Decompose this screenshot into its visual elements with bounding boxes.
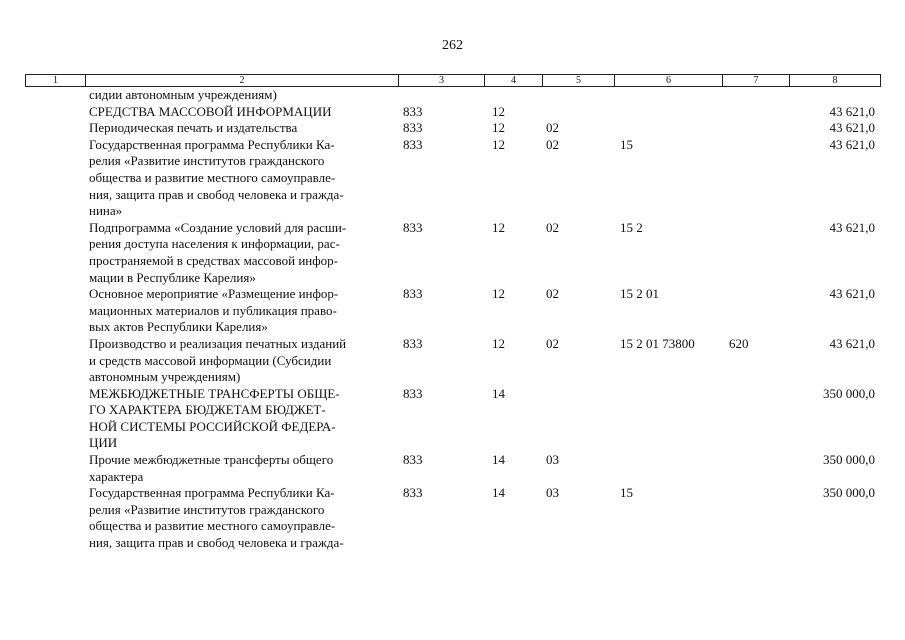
subsection-code: 02	[546, 335, 559, 351]
ministry-code: 833	[403, 120, 423, 136]
ministry-code: 833	[403, 485, 423, 501]
amount: 350 000,0	[823, 385, 875, 401]
row-name: Производство и реализация печатных изданий и средств массовой информации (Субсидии автономным учреждениям)	[89, 335, 347, 385]
row-name: Основное мероприятие «Размещение инфор- мационных материалов и публикация право- вых актов Республики Карелия»	[89, 286, 339, 335]
row-name: СРЕДСТВА МАССОВОЙ ИНФОРМАЦИИ	[89, 103, 332, 119]
ministry-code: 833	[403, 103, 423, 119]
ministry-code: 833	[403, 286, 423, 302]
section-code: 14	[492, 485, 505, 501]
amount: 43 621,0	[829, 219, 875, 235]
row-name: Подпрограмма «Создание условий для расши- рения доступа населения к информации, рас- пространяемой в средствах массовой инфор- мации в Республике Карелия»	[89, 219, 347, 285]
subsection-code: 02	[546, 219, 559, 235]
table-row	[0, 452, 905, 485]
column-number-1: 1	[26, 75, 86, 87]
amount: 43 621,0	[829, 335, 875, 351]
target-article-code: 15	[620, 136, 633, 152]
section-code: 12	[492, 103, 505, 119]
table-row	[0, 220, 905, 286]
section-code: 12	[492, 120, 505, 136]
table-row	[0, 137, 905, 220]
row-name: Периодическая печать и издательства	[89, 120, 298, 136]
row-name: Государственная программа Республики Ка- релия «Развитие институтов гражданского общества и развитие местного самоуправле- ния, защита прав и свобод человека и гражда-	[89, 485, 344, 551]
target-article-code: 15 2 01	[620, 286, 659, 302]
budget-rows	[0, 87, 905, 552]
table-row	[0, 87, 905, 104]
column-number-4: 4	[485, 75, 543, 87]
amount: 350 000,0	[823, 485, 875, 501]
table-row	[0, 104, 905, 121]
table-row	[0, 120, 905, 137]
table-row	[0, 386, 905, 452]
row-name: Государственная программа Республики Ка- релия «Развитие институтов гражданского общества и развитие местного самоуправле- ния, защита прав и свобод человека и гражда- нина»	[89, 136, 344, 219]
section-code: 12	[492, 286, 505, 302]
section-code: 12	[492, 219, 505, 235]
section-code: 12	[492, 136, 505, 152]
row-name: МЕЖБЮДЖЕТНЫЕ ТРАНСФЕРТЫ ОБЩЕ- ГО ХАРАКТЕРА БЮДЖЕТАМ БЮДЖЕТ- НОЙ СИСТЕМЫ РОССИЙСКОЙ ФЕДЕРА- ЦИИ	[89, 385, 340, 451]
subsection-code: 02	[546, 136, 559, 152]
amount: 43 621,0	[829, 286, 875, 302]
subsection-code: 03	[546, 452, 559, 468]
column-number-7: 7	[723, 75, 790, 87]
subsection-code: 03	[546, 485, 559, 501]
ministry-code: 833	[403, 136, 423, 152]
section-code: 12	[492, 335, 505, 351]
page-number: 262	[442, 38, 463, 53]
column-number-6: 6	[615, 75, 723, 87]
subsection-code: 02	[546, 286, 559, 302]
column-number-2: 2	[86, 75, 399, 87]
column-header-table	[25, 74, 881, 87]
table-row	[0, 286, 905, 336]
table-row	[0, 485, 905, 551]
target-article-code: 15	[620, 485, 633, 501]
table-row	[0, 336, 905, 386]
column-number-5: 5	[543, 75, 615, 87]
ministry-code: 833	[403, 335, 423, 351]
amount: 43 621,0	[829, 120, 875, 136]
subsection-code: 02	[546, 120, 559, 136]
row-name: сидии автономным учреждениям)	[89, 87, 277, 102]
ministry-code: 833	[403, 385, 423, 401]
amount: 350 000,0	[823, 452, 875, 468]
section-code: 14	[492, 452, 505, 468]
section-code: 14	[492, 385, 505, 401]
column-number-8: 8	[790, 75, 881, 87]
ministry-code: 833	[403, 452, 423, 468]
expense-type-code: 620	[729, 335, 749, 351]
column-number-3: 3	[399, 75, 485, 87]
target-article-code: 15 2 01 73800	[620, 335, 695, 351]
row-name: Прочие межбюджетные трансферты общего характера	[89, 452, 334, 484]
ministry-code: 833	[403, 219, 423, 235]
amount: 43 621,0	[829, 136, 875, 152]
target-article-code: 15 2	[620, 219, 643, 235]
amount: 43 621,0	[829, 103, 875, 119]
